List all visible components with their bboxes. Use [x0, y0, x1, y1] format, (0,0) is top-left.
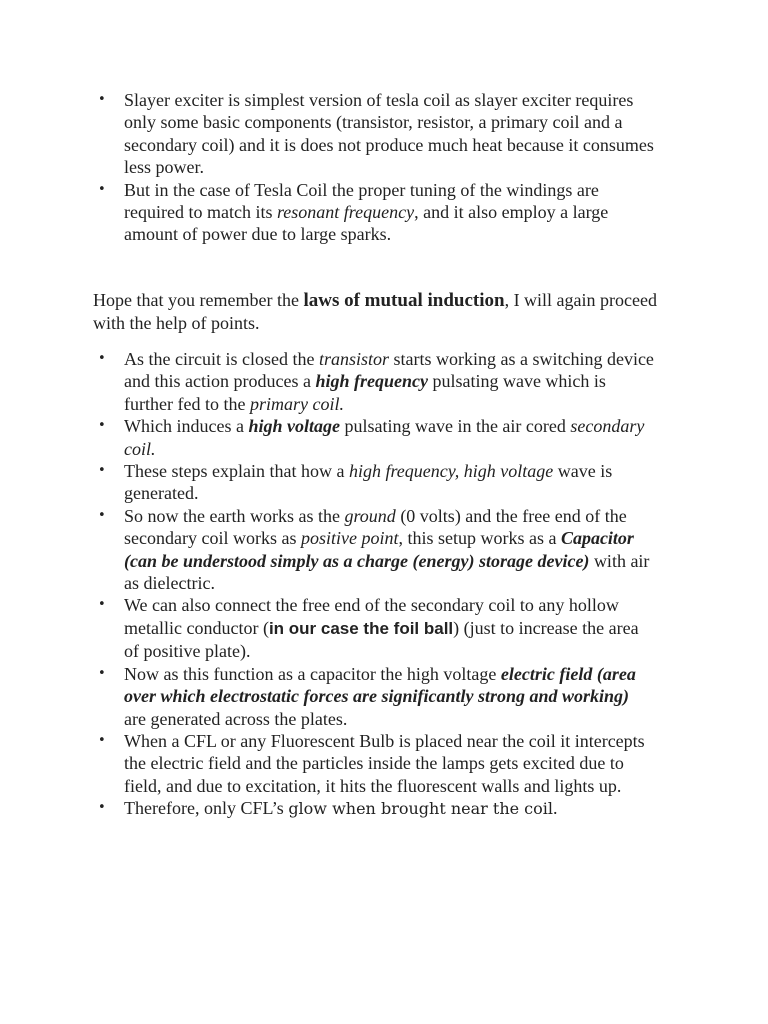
list-item: • Which induces a high voltage pulsating wave in the air cored secondary coil.: [94, 415, 654, 460]
list-item: • But in the case of Tesla Coil the proper tuning of the windings are required to match its resonant frequency, and it also employ a large amount of power due to large sparks.: [94, 179, 654, 246]
list-item: • When a CFL or any Fluorescent Bulb is placed near the coil it intercepts the electric field and the particles inside the lamps gets excited due to field, and due to excitation, it hits the fluorescent walls and lights up.: [94, 730, 654, 797]
list-item: • So now the earth works as the ground (0 volts) and the free end of the secondary coil works as positive point, this setup works as a Capacitor (can be understood simply as a charge (energy) storage device) with air as dielectric.: [94, 505, 654, 595]
list-item: • We can also connect the free end of the secondary coil to any hollow metallic conductor (in our case the foil ball) (just to increase the area of positive plate).: [94, 594, 654, 662]
intro-paragraph: Hope that you remember the laws of mutual induction, I will again proceed with the help of points.: [93, 290, 657, 334]
highlight-laws: laws of mutual induction: [303, 290, 505, 311]
working-steps-list: [94, 348, 654, 821]
list-item: • These steps explain that how a high frequency, high voltage wave is generated.: [94, 460, 654, 505]
list-item: • As the circuit is closed the transistor starts working as a switching device and this action produces a high frequency pulsating wave which is further fed to the primary coil.: [94, 348, 654, 415]
list-item: • Slayer exciter is simplest version of tesla coil as slayer exciter requires only some basic components (transistor, resistor, a primary coil and a secondary coil) and it is does not produce much heat because it consumes less power.: [94, 89, 654, 179]
list-item: • Therefore, only CFL’s glow when brought near the coil.: [94, 797, 654, 820]
list-item: • Now as this function as a capacitor the high voltage electric field (area over which electrostatic forces are significantly strong and working) are generated across the plates.: [94, 663, 654, 730]
comparison-list: [94, 89, 654, 246]
